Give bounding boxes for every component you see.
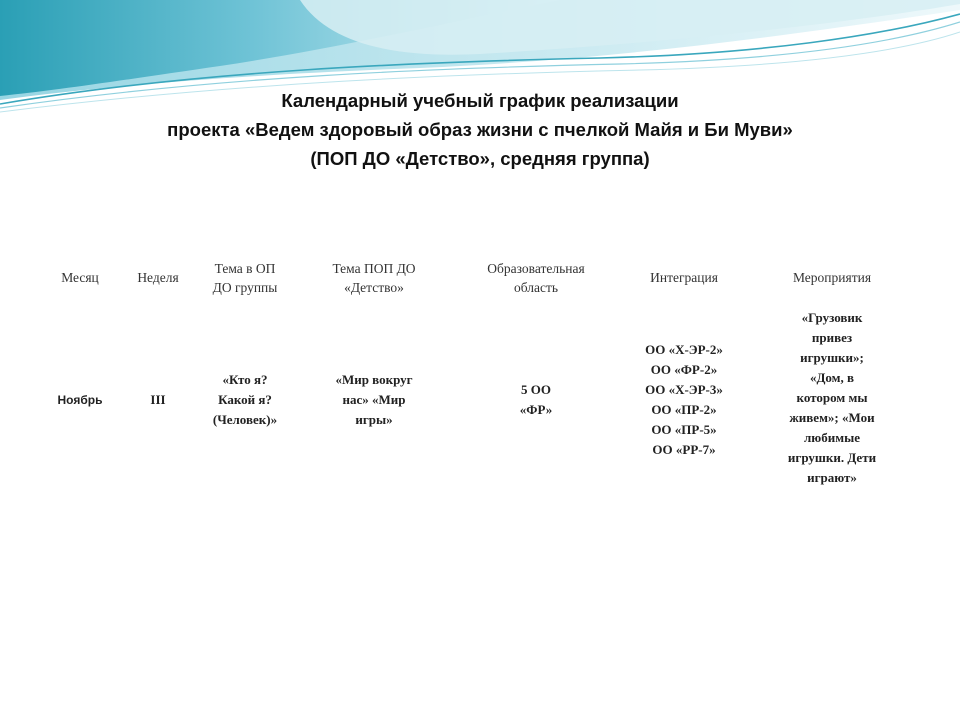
header-week: Неделя xyxy=(137,270,179,285)
cell-month: Ноябрь xyxy=(57,393,103,407)
header-topic-pop: Тема ПОП ДО «Детство» xyxy=(332,261,416,295)
cell-week: III xyxy=(150,392,166,407)
cell-edu-area: 5 ОО «ФР» xyxy=(519,382,553,417)
header-events: Мероприятия xyxy=(792,270,872,285)
slide-title xyxy=(0,86,960,173)
cell-integration: ОО «Х-ЭР-2» ОО «ФР-2» ОО «Х-ЭР-3» ОО «ПР-2» ОО «ПР-5» ОО «РР-7» xyxy=(645,342,723,457)
header-month: Месяц xyxy=(61,270,99,285)
header-integration: Интеграция xyxy=(650,270,718,285)
header-topic-op: Тема в ОП ДО группы xyxy=(212,261,278,295)
header-edu-area: Образовательная область xyxy=(487,261,585,295)
cell-events: «Грузовик привез игрушки»; «Дом, в котором мы живем»; «Мои любимые игрушки. Дети играют» xyxy=(787,310,877,485)
cell-topic-pop: «Мир вокруг нас» «Мир игры» xyxy=(335,372,413,427)
cell-topic-op: «Кто я? Какой я? (Человек)» xyxy=(212,372,278,427)
title-line-2: проекта «Ведем здоровый образ жизни с пчелкой Майя и Би Муви» xyxy=(167,119,793,140)
title-line-1: Календарный учебный график реализации xyxy=(281,90,679,111)
title-line-3: (ПОП ДО «Детство», средняя группа) xyxy=(310,148,650,169)
